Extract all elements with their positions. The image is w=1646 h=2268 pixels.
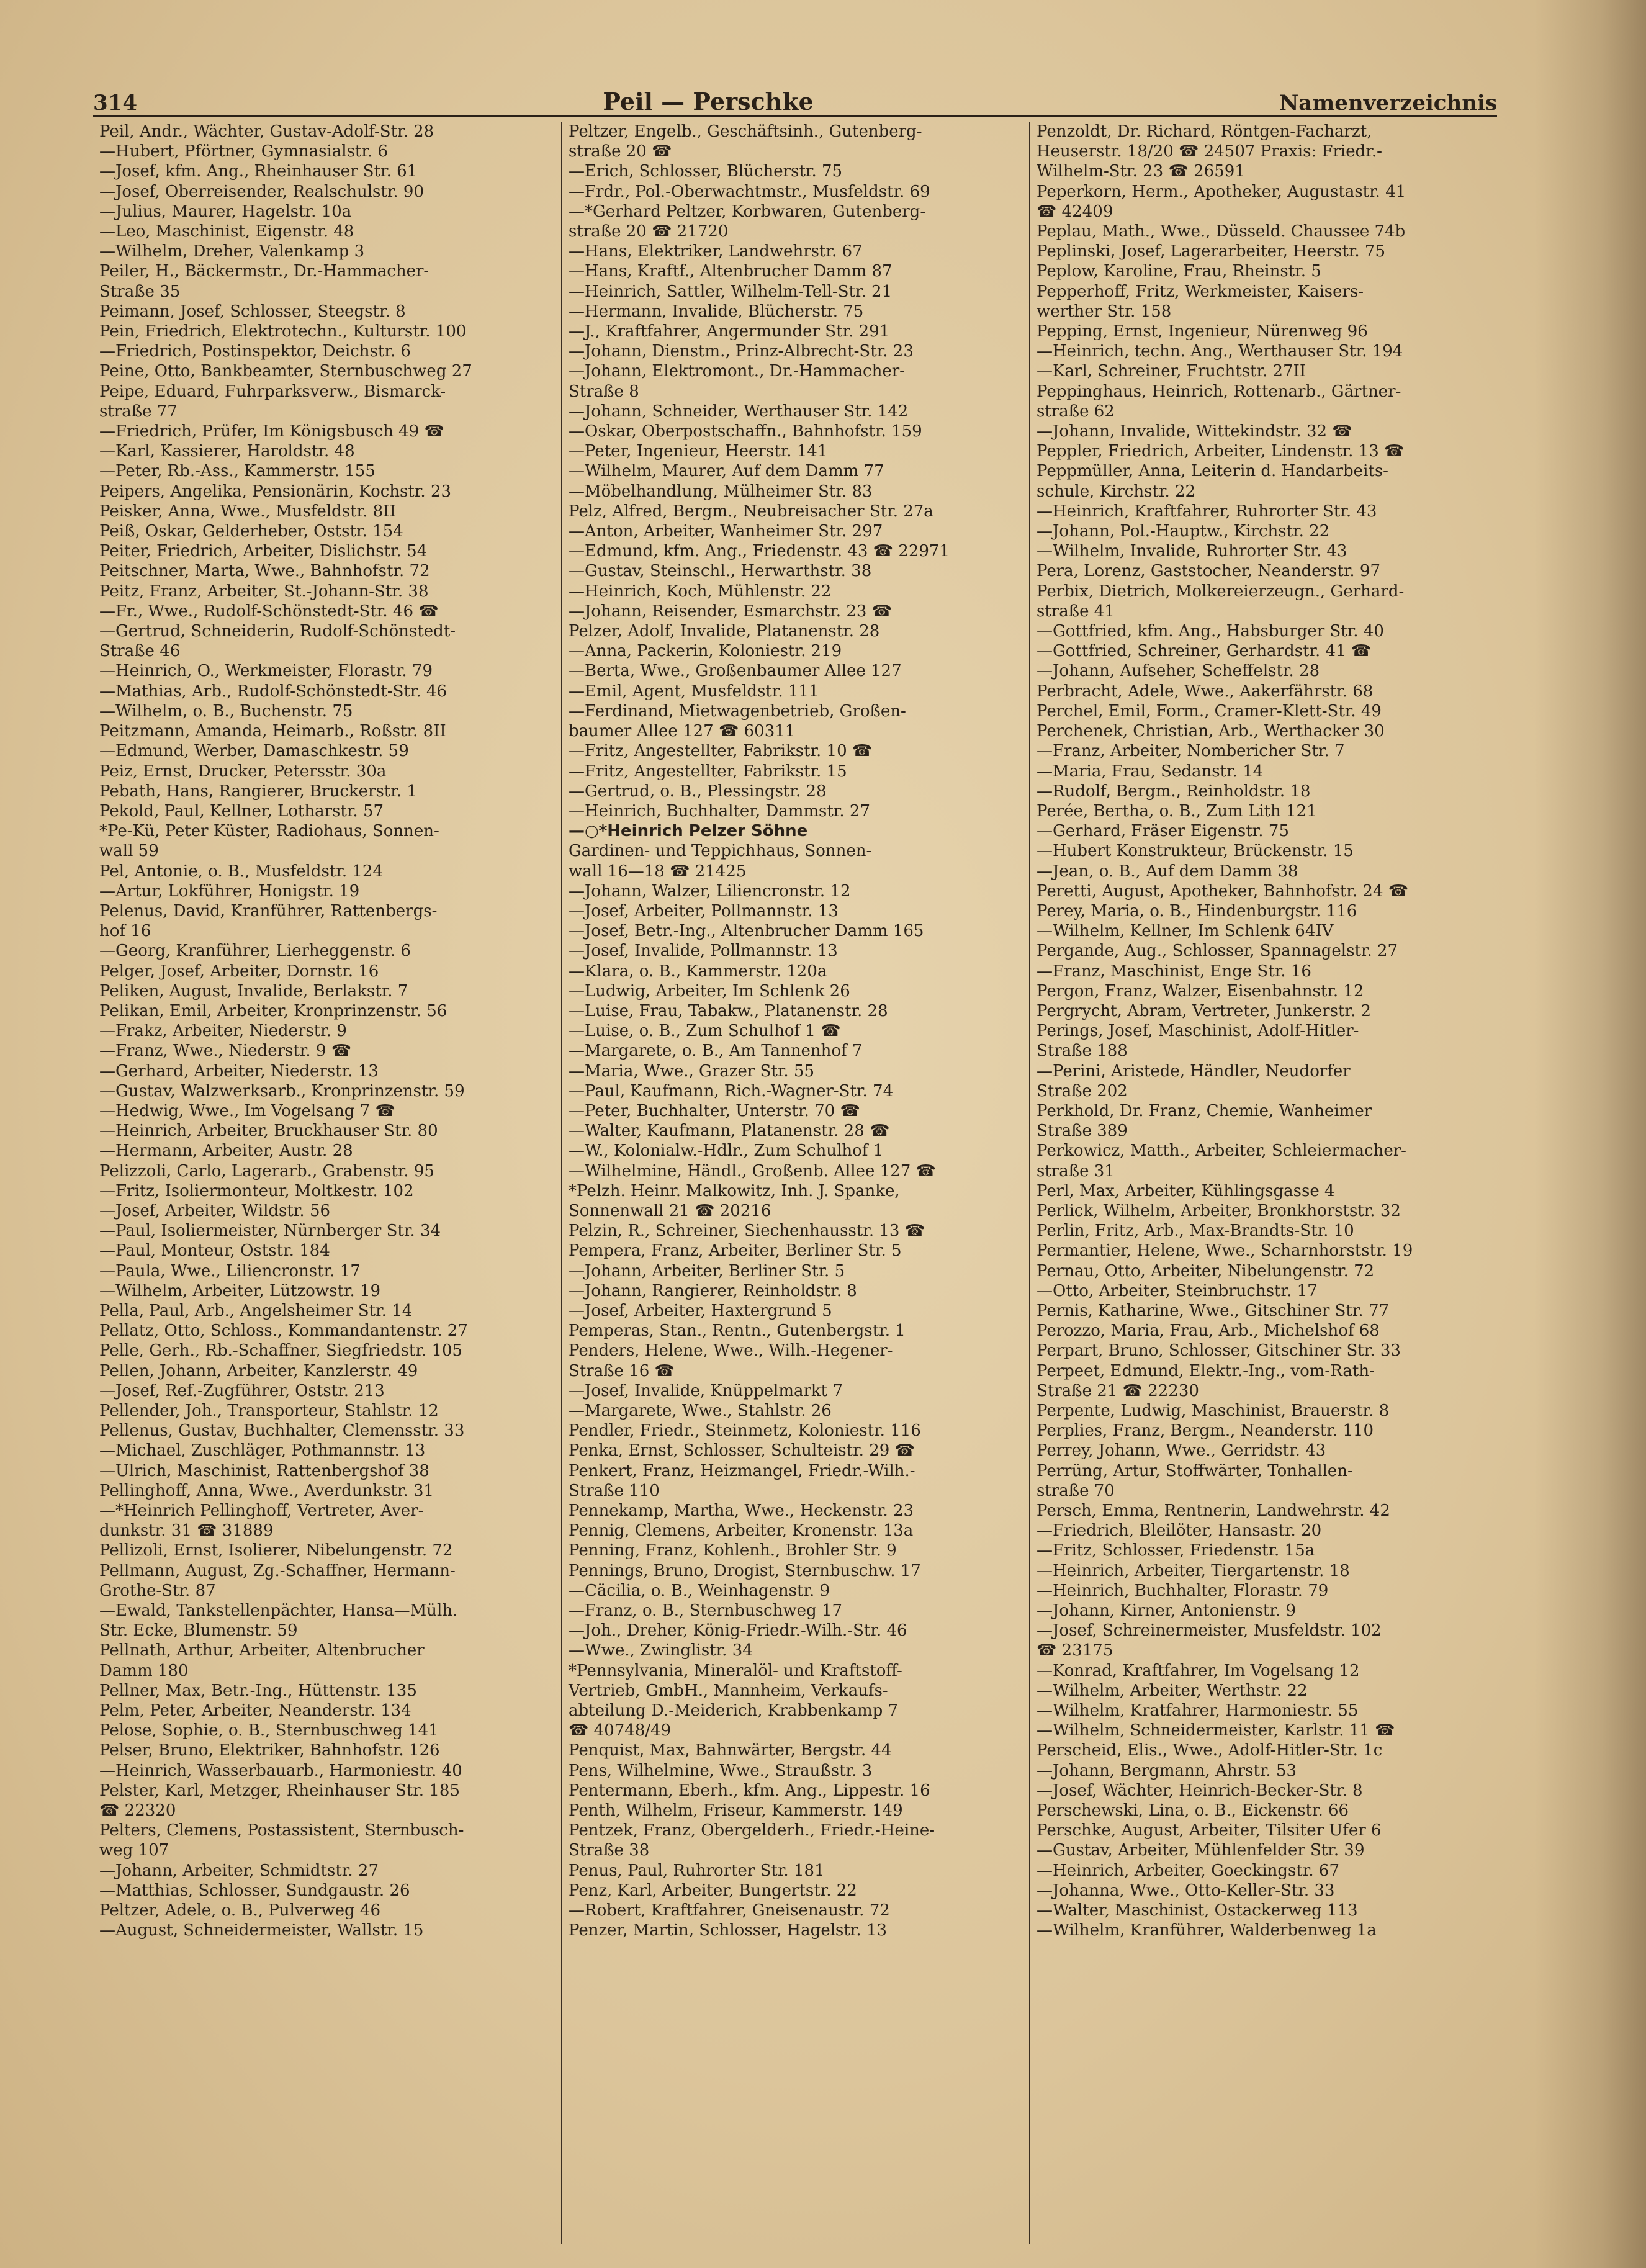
directory-entry: —Johann, Kirner, Antonienstr. 9 <box>1037 1601 1296 1621</box>
directory-entry: Peplinski, Josef, Lagerarbeiter, Heerstr. 75 <box>1037 242 1385 261</box>
directory-entry: —Wilhelm, Maurer, Auf dem Damm 77 <box>569 462 884 481</box>
directory-entry: —Margarete, Wwe., Stahlstr. 26 <box>569 1402 832 1420</box>
directory-entry: Persch, Emma, Rentnerin, Landwehrstr. 42 <box>1037 1501 1390 1521</box>
directory-entry: —Paula, Wwe., Liliencronstr. 17 <box>99 1261 361 1280</box>
directory-entry: —Hubert Konstrukteur, Brückenstr. 15 <box>1037 842 1354 861</box>
directory-entry: Perozzo, Maria, Frau, Arb., Michelshof 68 <box>1037 1321 1380 1341</box>
directory-entry: —Josef, Betr.-Ing., Altenbrucher Damm 165 <box>569 922 924 941</box>
directory-entry: Pens, Wilhelmine, Wwe., Straußstr. 3 <box>569 1761 873 1780</box>
directory-entry: —Johann, Bergmann, Ahrstr. 53 <box>1037 1761 1297 1780</box>
directory-entry: Perplies, Franz, Bergm., Neanderstr. 110 <box>1037 1421 1374 1441</box>
directory-entry: —Mathias, Arb., Rudolf-Schönstedt-Str. 46 <box>99 682 447 701</box>
page-header <box>93 79 1497 117</box>
directory-entry: Perrey, Johann, Wwe., Gerridstr. 43 <box>1037 1441 1326 1460</box>
directory-entry: Perings, Josef, Maschinist, Adolf-Hitler- <box>1037 1022 1359 1041</box>
directory-entry: —Georg, Kranführer, Lierheggenstr. 6 <box>99 942 411 961</box>
directory-entry: Penka, Ernst, Schlosser, Schulteistr. 29 ☎ <box>569 1441 915 1460</box>
directory-entry: Pellatz, Otto, Schloss., Kommandantenstr. 27 <box>99 1321 468 1341</box>
directory-entry: Pelm, Peter, Arbeiter, Neanderstr. 134 <box>99 1701 412 1721</box>
directory-entry: —Joh., Dreher, König-Friedr.-Wilh.-Str. 46 <box>569 1621 907 1640</box>
directory-entry: Pepperhoff, Fritz, Werkmeister, Kaisers- <box>1037 282 1364 301</box>
directory-entry: Perée, Bertha, o. B., Zum Lith 121 <box>1037 801 1317 821</box>
directory-entry: —Wilhelm, Kranführer, Walderbenweg 1a <box>1037 1921 1377 1940</box>
directory-entry: —Anton, Arbeiter, Wanheimer Str. 297 <box>569 522 883 541</box>
directory-entry: Pelizzoli, Carlo, Lagerarb., Grabenstr. 95 <box>99 1161 434 1181</box>
directory-entry: Pella, Paul, Arb., Angelsheimer Str. 14 <box>99 1301 413 1320</box>
directory-entry: ☎ 40748/49 <box>569 1721 672 1740</box>
directory-entry: Peplow, Karoline, Frau, Rheinstr. 5 <box>1037 262 1321 281</box>
directory-entry: —Maria, Wwe., Grazer Str. 55 <box>569 1061 814 1081</box>
directory-entry: Peppler, Friedrich, Arbeiter, Lindenstr. 13 ☎ <box>1037 442 1405 461</box>
directory-entry: —J., Kraftfahrer, Angermunder Str. 291 <box>569 322 890 341</box>
directory-entry: —Josef, Arbeiter, Wildstr. 56 <box>99 1201 331 1220</box>
directory-entry: Damm 180 <box>99 1661 189 1680</box>
directory-entry: Peplau, Math., Wwe., Düsseld. Chaussee 74b <box>1037 222 1406 241</box>
directory-entry: —August, Schneidermeister, Wallstr. 15 <box>99 1921 424 1940</box>
directory-columns <box>93 122 1497 2244</box>
directory-entry: —Fr., Wwe., Rudolf-Schönstedt-Str. 46 ☎ <box>99 601 439 621</box>
directory-entry: —Heinrich, Kraftfahrer, Ruhrorter Str. 43 <box>1037 502 1377 521</box>
directory-entry: —Gustav, Walzwerksarb., Kronprinzenstr. 59 <box>99 1081 465 1100</box>
directory-entry: Penus, Paul, Ruhrorter Str. 181 <box>569 1861 825 1880</box>
directory-entry: Str. Ecke, Blumenstr. 59 <box>99 1621 298 1640</box>
directory-entry: Straße 8 <box>569 382 639 401</box>
directory-entry: *Pennsylvania, Mineralöl- und Kraftstoff- <box>569 1661 902 1680</box>
directory-entry: —Luise, o. B., Zum Schulhof 1 ☎ <box>569 1022 841 1041</box>
directory-entry: —Otto, Arbeiter, Steinbruchstr. 17 <box>1037 1281 1318 1300</box>
directory-entry: Pel, Antonie, o. B., Musfeldstr. 124 <box>99 862 383 881</box>
directory-entry: —Johann, Arbeiter, Berliner Str. 5 <box>569 1261 845 1280</box>
directory-entry: —Berta, Wwe., Großenbaumer Allee 127 <box>569 662 902 681</box>
directory-entry: —Wilhelm, Kellner, Im Schlenk 64IV <box>1037 922 1334 941</box>
running-title: Peil — Perschke <box>603 88 814 115</box>
directory-entry: —○*Heinrich Pelzer Söhne <box>569 822 808 841</box>
directory-entry: Penders, Helene, Wwe., Wilh.-Hegener- <box>569 1341 893 1361</box>
directory-entry: —Wilhelm, Arbeiter, Werthstr. 22 <box>1037 1681 1308 1700</box>
directory-entry: Pelger, Josef, Arbeiter, Dornstr. 16 <box>99 961 379 981</box>
directory-entry: —Ulrich, Maschinist, Rattenbergshof 38 <box>99 1461 429 1480</box>
directory-entry: Peil, Andr., Wächter, Gustav-Adolf-Str. 28 <box>99 122 434 141</box>
section-title: Namenverzeichnis <box>1279 91 1497 115</box>
directory-entry: —Edmund, Werber, Damaschkestr. 59 <box>99 742 409 761</box>
directory-entry: Peiß, Oskar, Gelderheber, Oststr. 154 <box>99 522 403 541</box>
directory-entry: —Hans, Elektriker, Landwehrstr. 67 <box>569 242 863 261</box>
directory-entry: ☎ 23175 <box>1037 1641 1113 1660</box>
directory-entry: Pendler, Friedr., Steinmetz, Koloniestr. 116 <box>569 1421 921 1441</box>
column-2 <box>561 122 1029 2244</box>
directory-entry: ☎ 42409 <box>1037 202 1113 221</box>
directory-entry: Perey, Maria, o. B., Hindenburgstr. 116 <box>1037 901 1357 920</box>
directory-entry: Pergrycht, Abram, Vertreter, Junkerstr. 2 <box>1037 1001 1372 1020</box>
directory-entry: Peine, Otto, Bankbeamter, Sternbuschweg 27 <box>99 362 472 381</box>
directory-entry: hof 16 <box>99 922 151 941</box>
directory-entry: Perschewski, Lina, o. B., Eickenstr. 66 <box>1037 1801 1349 1820</box>
directory-entry: —Johann, Schneider, Werthauser Str. 142 <box>569 402 909 421</box>
directory-entry: Pemperas, Stan., Rentn., Gutenbergstr. 1 <box>569 1321 906 1341</box>
directory-entry: —Franz, Maschinist, Enge Str. 16 <box>1037 961 1311 981</box>
directory-entry: —Klara, o. B., Kammerstr. 120a <box>569 961 827 981</box>
directory-entry: —Heinrich, O., Werkmeister, Florastr. 79 <box>99 662 433 681</box>
directory-entry: Pepping, Ernst, Ingenieur, Nürenweg 96 <box>1037 322 1368 341</box>
directory-entry: Pelz, Alfred, Bergm., Neubreisacher Str. 27a <box>569 502 933 521</box>
directory-entry: —Peter, Rb.-Ass., Kammerstr. 155 <box>99 462 376 481</box>
directory-entry: —Frakz, Arbeiter, Niederstr. 9 <box>99 1022 347 1041</box>
directory-entry: Peitschner, Marta, Wwe., Bahnhofstr. 72 <box>99 562 430 581</box>
directory-entry: Peltzer, Engelb., Geschäftsinh., Gutenberg- <box>569 122 922 141</box>
directory-entry: Straße 21 ☎ 22230 <box>1037 1381 1199 1400</box>
directory-entry: —Johann, Invalide, Wittekindstr. 32 ☎ <box>1037 422 1352 441</box>
directory-entry: —Leo, Maschinist, Eigenstr. 48 <box>99 222 354 241</box>
directory-entry: wall 16—18 ☎ 21425 <box>569 862 747 881</box>
directory-entry: Pellenus, Gustav, Buchhalter, Clemensstr. 33 <box>99 1421 465 1441</box>
directory-entry: —Emil, Agent, Musfeldstr. 111 <box>569 682 819 701</box>
directory-entry: —Gustav, Steinschl., Herwarthstr. 38 <box>569 562 872 581</box>
directory-entry: —Erich, Schlosser, Blücherstr. 75 <box>569 162 843 181</box>
directory-entry: —Peter, Buchhalter, Unterstr. 70 ☎ <box>569 1101 860 1120</box>
directory-entry: —Paul, Kaufmann, Rich.-Wagner-Str. 74 <box>569 1081 894 1100</box>
directory-entry: Pera, Lorenz, Gaststocher, Neanderstr. 97 <box>1037 562 1380 581</box>
directory-entry: Heuserstr. 18/20 ☎ 24507 Praxis: Friedr.- <box>1037 142 1382 161</box>
directory-entry: Pelster, Karl, Metzger, Rheinhauser Str. 185 <box>99 1781 460 1800</box>
directory-entry: —Josef, Invalide, Knüppelmarkt 7 <box>569 1381 843 1400</box>
directory-entry: —Frdr., Pol.-Oberwachtmstr., Musfeldstr. 69 <box>569 182 930 201</box>
directory-entry: Perchenek, Christian, Arb., Werthacker 30 <box>1037 722 1385 741</box>
directory-entry: Pelenus, David, Kranführer, Rattenbergs- <box>99 901 438 920</box>
directory-entry: —Johann, Arbeiter, Schmidtstr. 27 <box>99 1861 379 1880</box>
directory-entry: Pebath, Hans, Rangierer, Bruckerstr. 1 <box>99 781 417 801</box>
directory-entry: Perpart, Bruno, Schlosser, Gitschiner Str. 33 <box>1037 1341 1401 1361</box>
directory-entry: —Gertrud, o. B., Plessingstr. 28 <box>569 781 827 801</box>
directory-entry: —Walter, Maschinist, Ostackerweg 113 <box>1037 1901 1358 1920</box>
directory-entry: Pennings, Bruno, Drogist, Sternbuschw. 17 <box>569 1561 921 1580</box>
directory-entry: Perbracht, Adele, Wwe., Aakerfährstr. 68 <box>1037 682 1374 701</box>
directory-entry: werther Str. 158 <box>1037 302 1172 321</box>
directory-entry: —Jean, o. B., Auf dem Damm 38 <box>1037 862 1298 881</box>
directory-entry: —Heinrich, Arbeiter, Tiergartenstr. 18 <box>1037 1561 1350 1580</box>
directory-entry: Peiler, H., Bäckermstr., Dr.-Hammacher- <box>99 262 429 281</box>
directory-entry: —Wilhelm, Invalide, Ruhrorter Str. 43 <box>1037 542 1347 561</box>
column-1 <box>93 122 561 2244</box>
page-number: 314 <box>93 91 137 115</box>
directory-entry: —Josef, Arbeiter, Haxtergrund 5 <box>569 1301 832 1320</box>
directory-entry: —Johann, Walzer, Liliencronstr. 12 <box>569 881 851 901</box>
directory-entry: Pekold, Paul, Kellner, Lotharstr. 57 <box>99 801 384 821</box>
directory-entry: Pelle, Gerh., Rb.-Schaffner, Siegfriedstr. 105 <box>99 1341 463 1361</box>
directory-entry: —Friedrich, Prüfer, Im Königsbusch 49 ☎ <box>99 422 444 441</box>
directory-entry: Straße 35 <box>99 282 181 301</box>
directory-entry: Peimann, Josef, Schlosser, Steegstr. 8 <box>99 302 406 321</box>
directory-entry: Peiter, Friedrich, Arbeiter, Dislichstr. 54 <box>99 542 428 561</box>
directory-entry: straße 77 <box>99 402 178 421</box>
directory-entry: Peretti, August, Apotheker, Bahnhofstr. 24 ☎ <box>1037 881 1409 901</box>
directory-entry: wall 59 <box>99 842 159 861</box>
directory-entry: Pelters, Clemens, Postassistent, Sternbusch- <box>99 1821 464 1840</box>
directory-entry: —Wilhelm, o. B., Buchenstr. 75 <box>99 701 353 721</box>
directory-entry: —Wilhelm, Dreher, Valenkamp 3 <box>99 242 365 261</box>
directory-entry: Pein, Friedrich, Elektrotechn., Kulturstr. 100 <box>99 322 467 341</box>
directory-entry: —Fritz, Angestellter, Fabrikstr. 10 ☎ <box>569 742 873 761</box>
directory-entry: —Gustav, Arbeiter, Mühlenfelder Str. 39 <box>1037 1841 1365 1860</box>
directory-entry: Pellender, Joh., Transporteur, Stahlstr. 12 <box>99 1402 439 1420</box>
directory-entry: —Robert, Kraftfahrer, Gneisenaustr. 72 <box>569 1901 890 1920</box>
directory-entry: Penkert, Franz, Heizmangel, Friedr.-Wilh.- <box>569 1461 915 1480</box>
directory-entry: Perlin, Fritz, Arb., Max-Brandts-Str. 10 <box>1037 1222 1354 1241</box>
directory-entry: Perkhold, Dr. Franz, Chemie, Wanheimer <box>1037 1101 1372 1120</box>
directory-entry: —Fritz, Angestellter, Fabrikstr. 15 <box>569 762 847 781</box>
directory-entry: Perchel, Emil, Form., Cramer-Klett-Str. 49 <box>1037 701 1382 721</box>
directory-entry: —Josef, Ref.-Zugführer, Oststr. 213 <box>99 1381 385 1400</box>
directory-entry: —Edmund, kfm. Ang., Friedenstr. 43 ☎ 22971 <box>569 542 950 561</box>
directory-entry: —Wilhelmine, Händl., Großenb. Allee 127 ☎ <box>569 1161 936 1181</box>
directory-entry: Perl, Max, Arbeiter, Kühlingsgasse 4 <box>1037 1181 1335 1200</box>
directory-entry: —Konrad, Kraftfahrer, Im Vogelsang 12 <box>1037 1661 1360 1680</box>
directory-entry: —Ewald, Tankstellenpächter, Hansa—Mülh. <box>99 1601 458 1621</box>
directory-entry: —Gerhard, Arbeiter, Niederstr. 13 <box>99 1061 379 1081</box>
directory-entry: Pergande, Aug., Schlosser, Spannagelstr. 27 <box>1037 942 1398 961</box>
directory-entry: —Hubert, Pförtner, Gymnasialstr. 6 <box>99 142 389 161</box>
directory-entry: —Franz, o. B., Sternbuschweg 17 <box>569 1601 843 1621</box>
directory-entry: Grothe-Str. 87 <box>99 1581 216 1600</box>
directory-entry: *Pe-Kü, Peter Küster, Radiohaus, Sonnen- <box>99 822 439 841</box>
directory-entry: —Josef, Oberreisender, Realschulstr. 90 <box>99 182 425 201</box>
directory-entry: —Margarete, o. B., Am Tannenhof 7 <box>569 1042 863 1061</box>
directory-entry: —Franz, Arbeiter, Nombericher Str. 7 <box>1037 742 1345 761</box>
directory-entry: —Heinrich, Koch, Mühlenstr. 22 <box>569 582 832 601</box>
directory-entry: Pennekamp, Martha, Wwe., Heckenstr. 23 <box>569 1501 914 1521</box>
directory-entry: —Heinrich, Wasserbauarb., Harmoniestr. 40 <box>99 1761 462 1780</box>
directory-entry: Penth, Wilhelm, Friseur, Kammerstr. 149 <box>569 1801 903 1820</box>
directory-entry: —Michael, Zuschläger, Pothmannstr. 13 <box>99 1441 426 1460</box>
directory-entry: Peitz, Franz, Arbeiter, St.-Johann-Str. 38 <box>99 582 429 601</box>
directory-entry: Pellen, Johann, Arbeiter, Kanzlerstr. 49 <box>99 1361 418 1380</box>
directory-entry: Pellizoli, Ernst, Isolierer, Nibelungenstr. 72 <box>99 1541 453 1560</box>
directory-entry: —Karl, Kassierer, Haroldstr. 48 <box>99 442 355 461</box>
directory-entry: Perschke, August, Arbeiter, Tilsiter Ufer 6 <box>1037 1821 1382 1840</box>
directory-entry: Peppmüller, Anna, Leiterin d. Handarbeits- <box>1037 462 1388 481</box>
directory-entry: —Karl, Schreiner, Fruchtstr. 27II <box>1037 362 1306 381</box>
directory-entry: —Julius, Maurer, Hagelstr. 10a <box>99 202 352 221</box>
directory-entry: weg 107 <box>99 1841 169 1860</box>
directory-entry: Peliken, August, Invalide, Berlakstr. 7 <box>99 981 408 1001</box>
directory-entry: Pelikan, Emil, Arbeiter, Kronprinzenstr. 56 <box>99 1001 447 1020</box>
directory-entry: Pernis, Katharine, Wwe., Gitschiner Str. 77 <box>1037 1301 1390 1320</box>
directory-entry: straße 20 ☎ 21720 <box>569 222 729 241</box>
directory-entry: —Anna, Packerin, Koloniestr. 219 <box>569 642 842 661</box>
directory-entry: —Hedwig, Wwe., Im Vogelsang 7 ☎ <box>99 1101 395 1120</box>
column-3 <box>1029 122 1497 2244</box>
directory-entry: Penzoldt, Dr. Richard, Röntgen-Facharzt, <box>1037 122 1372 141</box>
directory-entry: schule, Kirchstr. 22 <box>1037 482 1196 501</box>
directory-entry: —Ludwig, Arbeiter, Im Schlenk 26 <box>569 981 850 1001</box>
directory-entry: Pelzer, Adolf, Invalide, Platanenstr. 28 <box>569 622 880 641</box>
directory-entry: Straße 188 <box>1037 1042 1128 1061</box>
directory-entry: Peitzmann, Amanda, Heimarb., Roßstr. 8II <box>99 722 446 741</box>
directory-entry: Straße 202 <box>1037 1081 1128 1100</box>
directory-entry: —Perini, Aristede, Händler, Neudorfer <box>1037 1061 1351 1081</box>
directory-entry: Pelser, Bruno, Elektriker, Bahnhofstr. 126 <box>99 1741 440 1760</box>
directory-entry: —Johann, Pol.-Hauptw., Kirchstr. 22 <box>1037 522 1330 541</box>
directory-entry: Pellnath, Arthur, Arbeiter, Altenbrucher <box>99 1641 425 1660</box>
directory-entry: Pempera, Franz, Arbeiter, Berliner Str. 5 <box>569 1241 902 1261</box>
directory-entry: —Gottfried, kfm. Ang., Habsburger Str. 40 <box>1037 622 1384 641</box>
directory-entry: Straße 110 <box>569 1481 660 1500</box>
directory-entry: straße 70 <box>1037 1481 1115 1500</box>
directory-entry: —Johann, Elektromont., Dr.-Hammacher- <box>569 362 905 381</box>
directory-entry: Perpeet, Edmund, Elektr.-Ing., vom-Rath- <box>1037 1361 1375 1380</box>
directory-entry: —Josef, Schreinermeister, Musfeldstr. 102 <box>1037 1621 1382 1640</box>
directory-entry: Permantier, Helene, Wwe., Scharnhorststr. 19 <box>1037 1241 1413 1261</box>
directory-entry: —Johann, Dienstm., Prinz-Albrecht-Str. 23 <box>569 342 914 361</box>
directory-entry: —Gertrud, Schneiderin, Rudolf-Schönstedt- <box>99 622 456 641</box>
directory-entry: —Matthias, Schlosser, Sundgaustr. 26 <box>99 1881 410 1900</box>
directory-entry: Pergon, Franz, Walzer, Eisenbahnstr. 12 <box>1037 981 1364 1001</box>
directory-entry: Vertrieb, GmbH., Mannheim, Verkaufs- <box>569 1681 888 1700</box>
directory-entry: —Franz, Wwe., Niederstr. 9 ☎ <box>99 1042 352 1061</box>
directory-entry: —Wilhelm, Kratfahrer, Harmoniestr. 55 <box>1037 1701 1359 1721</box>
directory-entry: —Artur, Lokführer, Honigstr. 19 <box>99 881 360 901</box>
directory-entry: ☎ 22320 <box>99 1801 176 1820</box>
directory-entry: —Heinrich, Sattler, Wilhelm-Tell-Str. 21 <box>569 282 893 301</box>
directory-entry: Penning, Franz, Kohlenh., Brohler Str. 9 <box>569 1541 897 1560</box>
directory-entry: —Fritz, Isoliermonteur, Moltkestr. 102 <box>99 1181 414 1200</box>
directory-entry: Peisker, Anna, Wwe., Musfeldstr. 8II <box>99 502 396 521</box>
directory-entry: —Heinrich, Arbeiter, Goeckingstr. 67 <box>1037 1861 1339 1880</box>
directory-entry: straße 20 ☎ <box>569 142 672 161</box>
directory-entry: —Hermann, Arbeiter, Austr. 28 <box>99 1141 353 1161</box>
directory-entry: straße 31 <box>1037 1161 1115 1181</box>
directory-entry: Straße 46 <box>99 642 181 661</box>
directory-entry: —Oskar, Oberpostschaffn., Bahnhofstr. 159 <box>569 422 922 441</box>
directory-entry: Pentermann, Eberh., kfm. Ang., Lippestr. 16 <box>569 1781 930 1800</box>
directory-entry: —Heinrich, Buchhalter, Florastr. 79 <box>1037 1581 1329 1600</box>
directory-entry: Perpente, Ludwig, Maschinist, Brauerstr. 8 <box>1037 1402 1390 1420</box>
directory-entry: —*Heinrich Pellinghoff, Vertreter, Aver- <box>99 1501 424 1521</box>
directory-entry: —Maria, Frau, Sedanstr. 14 <box>1037 762 1264 781</box>
directory-entry: Perrüng, Artur, Stoffwärter, Tonhallen- <box>1037 1461 1353 1480</box>
directory-entry: Penz, Karl, Arbeiter, Bungertstr. 22 <box>569 1881 857 1900</box>
directory-entry: Straße 38 <box>569 1841 650 1860</box>
directory-entry: —Josef, kfm. Ang., Rheinhauser Str. 61 <box>99 162 418 181</box>
directory-entry: —Heinrich, techn. Ang., Werthauser Str. 194 <box>1037 342 1403 361</box>
directory-entry: Straße 16 ☎ <box>569 1361 675 1380</box>
directory-entry: abteilung D.-Meiderich, Krabbenkamp 7 <box>569 1701 899 1721</box>
directory-entry: straße 62 <box>1037 402 1115 421</box>
directory-entry: Perbix, Dietrich, Molkereierzeugn., Gerhard- <box>1037 582 1405 601</box>
directory-entry: —Heinrich, Arbeiter, Bruckhauser Str. 80 <box>99 1122 438 1141</box>
directory-entry: Pernau, Otto, Arbeiter, Nibelungenstr. 72 <box>1037 1261 1375 1280</box>
directory-entry: dunkstr. 31 ☎ 31889 <box>99 1521 274 1541</box>
directory-entry: Wilhelm-Str. 23 ☎ 26591 <box>1037 162 1245 181</box>
directory-entry: *Pelzh. Heinr. Malkowitz, Inh. J. Spanke, <box>569 1181 900 1200</box>
directory-entry: —Peter, Ingenieur, Heerstr. 141 <box>569 442 828 461</box>
directory-entry: Perlick, Wilhelm, Arbeiter, Bronkhorststr. 32 <box>1037 1201 1401 1220</box>
directory-entry: Pelzin, R., Schreiner, Siechenhausstr. 13 ☎ <box>569 1222 925 1241</box>
directory-entry: —Wwe., Zwinglistr. 34 <box>569 1641 753 1660</box>
directory-entry: —Josef, Arbeiter, Pollmannstr. 13 <box>569 901 839 920</box>
directory-entry: —Fritz, Schlosser, Friedenstr. 15a <box>1037 1541 1315 1560</box>
directory-entry: —Josef, Wächter, Heinrich-Becker-Str. 8 <box>1037 1781 1363 1800</box>
directory-entry: —Hermann, Invalide, Blücherstr. 75 <box>569 302 864 321</box>
directory-entry: —Wilhelm, Schneidermeister, Karlstr. 11 ☎ <box>1037 1721 1395 1740</box>
directory-entry: Peppinghaus, Heinrich, Rottenarb., Gärtner- <box>1037 382 1401 401</box>
directory-entry: Pellinghoff, Anna, Wwe., Averdunkstr. 31 <box>99 1481 434 1500</box>
directory-entry: —Heinrich, Buchhalter, Dammstr. 27 <box>569 801 870 821</box>
directory-entry: Penzer, Martin, Schlosser, Hagelstr. 13 <box>569 1921 887 1940</box>
directory-entry: —Luise, Frau, Tabakw., Platanenstr. 28 <box>569 1001 888 1020</box>
directory-entry: —Möbelhandlung, Mülheimer Str. 83 <box>569 482 873 501</box>
directory-entry: Peltzer, Adele, o. B., Pulverweg 46 <box>99 1901 381 1920</box>
directory-entry: Pellmann, August, Zg.-Schaffner, Hermann- <box>99 1561 456 1580</box>
directory-entry: Straße 389 <box>1037 1122 1128 1141</box>
directory-entry: —Josef, Invalide, Pollmannstr. 13 <box>569 942 838 961</box>
directory-entry: baumer Allee 127 ☎ 60311 <box>569 722 796 741</box>
directory-entry: Gardinen- und Teppichhaus, Sonnen- <box>569 842 872 861</box>
page-edge-shadow <box>1534 0 1646 2268</box>
directory-entry: Peperkorn, Herm., Apotheker, Augustastr. 41 <box>1037 182 1406 201</box>
directory-entry: Perkowicz, Matth., Arbeiter, Schleiermacher- <box>1037 1141 1406 1161</box>
directory-entry: —Ferdinand, Mietwagenbetrieb, Großen- <box>569 701 906 721</box>
directory-entry: Pelose, Sophie, o. B., Sternbuschweg 141 <box>99 1721 439 1740</box>
directory-entry: —Johann, Rangierer, Reinholdstr. 8 <box>569 1281 857 1300</box>
directory-entry: —Paul, Isoliermeister, Nürnberger Str. 34 <box>99 1222 441 1241</box>
directory-entry: —Paul, Monteur, Oststr. 184 <box>99 1241 330 1261</box>
directory-entry: Penquist, Max, Bahnwärter, Bergstr. 44 <box>569 1741 892 1760</box>
directory-entry: —Wilhelm, Arbeiter, Lützowstr. 19 <box>99 1281 381 1300</box>
directory-entry: —Johanna, Wwe., Otto-Keller-Str. 33 <box>1037 1881 1335 1900</box>
directory-entry: Peipe, Eduard, Fuhrparksverw., Bismarck- <box>99 382 446 401</box>
directory-entry: —Friedrich, Postinspektor, Deichstr. 6 <box>99 342 411 361</box>
directory-entry: —Gottfried, Schreiner, Gerhardstr. 41 ☎ <box>1037 642 1372 661</box>
directory-entry: Pentzek, Franz, Obergelderh., Friedr.-Heine- <box>569 1821 935 1840</box>
directory-entry: Pennig, Clemens, Arbeiter, Kronenstr. 13a <box>569 1521 914 1541</box>
directory-entry: —Walter, Kaufmann, Platanenstr. 28 ☎ <box>569 1122 890 1141</box>
directory-entry: Pellner, Max, Betr.-Ing., Hüttenstr. 135 <box>99 1681 417 1700</box>
directory-entry: Peipers, Angelika, Pensionärin, Kochstr. 23 <box>99 482 452 501</box>
directory-entry: —Gerhard, Fräser Eigenstr. 75 <box>1037 822 1289 841</box>
directory-entry: straße 41 <box>1037 601 1115 621</box>
directory-entry: —Friedrich, Bleilöter, Hansastr. 20 <box>1037 1521 1322 1541</box>
directory-entry: —W., Kolonialw.-Hdlr., Zum Schulhof 1 <box>569 1141 884 1161</box>
directory-entry: —Rudolf, Bergm., Reinholdstr. 18 <box>1037 781 1311 801</box>
directory-entry: Perscheid, Elis., Wwe., Adolf-Hitler-Str. 1c <box>1037 1741 1383 1760</box>
directory-entry: —Johann, Reisender, Esmarchstr. 23 ☎ <box>569 601 893 621</box>
directory-entry: —*Gerhard Peltzer, Korbwaren, Gutenberg- <box>569 202 926 221</box>
directory-entry: Sonnenwall 21 ☎ 20216 <box>569 1201 771 1220</box>
directory-entry: —Hans, Kraftf., Altenbrucher Damm 87 <box>569 262 893 281</box>
directory-entry: —Cäcilia, o. B., Weinhagenstr. 9 <box>569 1581 830 1600</box>
directory-entry: —Johann, Aufseher, Scheffelstr. 28 <box>1037 662 1320 681</box>
directory-entry: Peiz, Ernst, Drucker, Petersstr. 30a <box>99 762 387 781</box>
